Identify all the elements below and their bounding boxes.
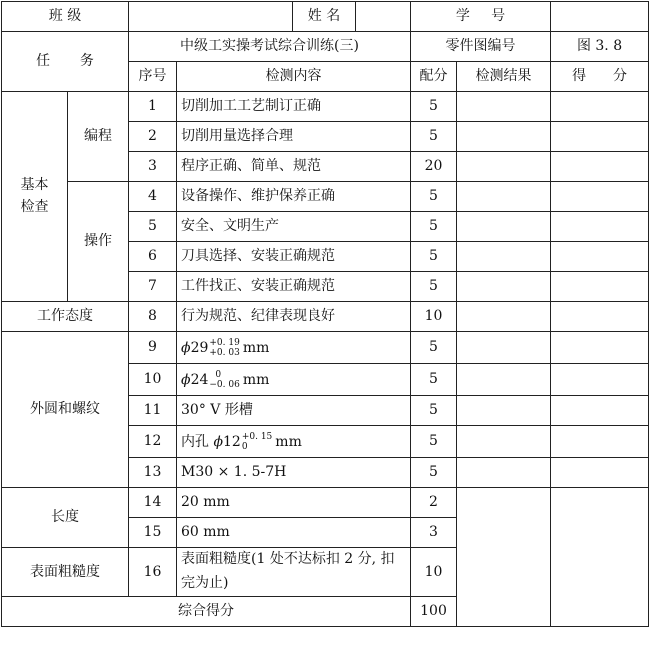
row-seq: 8 — [129, 302, 177, 332]
points-cell[interactable] — [551, 332, 649, 364]
row-score: 5 — [411, 426, 457, 458]
points-cell[interactable] — [551, 364, 649, 396]
row-score: 5 — [411, 122, 457, 152]
nominal-value: 12 — [223, 433, 241, 450]
result-cell[interactable] — [457, 426, 551, 458]
row-score: 5 — [411, 212, 457, 242]
row-content: 切削用量选择合理 — [177, 122, 411, 152]
row-score: 10 — [411, 548, 457, 597]
col-score: 配分 — [411, 62, 457, 92]
row-score: 5 — [411, 92, 457, 122]
row-score: 5 — [411, 182, 457, 212]
row-seq: 4 — [129, 182, 177, 212]
table-row — [2, 302, 649, 332]
row-seq: 2 — [129, 122, 177, 152]
inspection-sheet — [1, 1, 648, 664]
row-seq: 14 — [129, 488, 177, 518]
row-score: 20 — [411, 152, 457, 182]
row-seq: 11 — [129, 396, 177, 426]
total-score: 100 — [411, 596, 457, 626]
row-score: 2 — [411, 488, 457, 518]
row-seq: 7 — [129, 272, 177, 302]
tolerance — [209, 370, 239, 390]
col-content: 检测内容 — [177, 62, 411, 92]
row-seq: 15 — [129, 518, 177, 548]
row-seq: 10 — [129, 364, 177, 396]
diameter-symbol: ϕ — [181, 371, 191, 388]
group-roughness: 表面粗糙度 — [2, 548, 129, 597]
task-value: 中级工实操考试综合训练(三) — [129, 32, 411, 62]
group-operation: 操作 — [68, 182, 129, 302]
row-seq: 5 — [129, 212, 177, 242]
class-label: 班 级 — [2, 2, 129, 32]
lower-deviation: −0. 06 — [209, 379, 240, 390]
result-cell[interactable] — [457, 242, 551, 272]
points-cell[interactable] — [551, 458, 649, 488]
result-cell[interactable] — [457, 152, 551, 182]
tolerance — [242, 432, 272, 452]
result-cell-merged[interactable] — [457, 488, 551, 627]
upper-deviation: 0 — [215, 369, 222, 380]
group-basic-check: 基本检查 — [2, 92, 68, 302]
row-content: 切削加工工艺制订正确 — [177, 92, 411, 122]
row-score: 3 — [411, 518, 457, 548]
row-score: 10 — [411, 302, 457, 332]
points-cell[interactable] — [551, 92, 649, 122]
table-row — [2, 332, 649, 364]
class-value-cell[interactable] — [129, 2, 293, 32]
roughness-text: 表面粗糙度(1 处不达标扣 2 分, 扣完为止) — [181, 551, 395, 591]
student-id-value[interactable] — [551, 2, 649, 32]
row-seq: 12 — [129, 426, 177, 458]
group-outer-thread: 外圆和螺纹 — [2, 332, 129, 488]
nominal-value: 24 — [190, 371, 209, 388]
part-drawing-label: 零件图编号 — [411, 32, 551, 62]
task-label: 任 务 — [2, 32, 129, 92]
name-value-field[interactable] — [356, 2, 410, 31]
lower-deviation: +0. 03 — [209, 347, 240, 358]
row-seq: 9 — [129, 332, 177, 364]
result-cell[interactable] — [457, 122, 551, 152]
tolerance — [209, 338, 239, 358]
result-cell[interactable] — [457, 272, 551, 302]
col-seq: 序号 — [129, 62, 177, 92]
total-label: 综合得分 — [2, 596, 411, 626]
result-cell[interactable] — [457, 364, 551, 396]
col-points: 得 分 — [551, 62, 649, 92]
row-content: 60 mm — [177, 518, 411, 548]
scoring-table — [1, 1, 649, 627]
part-drawing-value: 图 3. 8 — [551, 32, 649, 62]
group-programming: 编程 — [68, 92, 129, 182]
row-score: 5 — [411, 332, 457, 364]
row-content: 设备操作、维护保养正确 — [177, 182, 411, 212]
row-score: 5 — [411, 458, 457, 488]
row-content — [177, 548, 411, 597]
points-cell[interactable] — [551, 272, 649, 302]
points-cell[interactable] — [551, 396, 649, 426]
table-row — [2, 182, 649, 212]
row-content: 20 mm — [177, 488, 411, 518]
row-seq: 6 — [129, 242, 177, 272]
row-content-tolerance — [177, 332, 411, 364]
table-row — [2, 92, 649, 122]
group-length: 长度 — [2, 488, 129, 548]
row-content: 工件找正、安装正确规范 — [177, 272, 411, 302]
row-score: 5 — [411, 272, 457, 302]
points-cell[interactable] — [551, 302, 649, 332]
result-cell[interactable] — [457, 212, 551, 242]
points-cell[interactable] — [551, 212, 649, 242]
result-cell[interactable] — [457, 92, 551, 122]
points-cell-merged[interactable] — [551, 488, 649, 627]
row-content: M30 × 1. 5-7H — [177, 458, 411, 488]
row-score: 5 — [411, 396, 457, 426]
diameter-symbol: ϕ — [181, 339, 191, 356]
student-id-label: 学 号 — [411, 2, 551, 32]
row-seq: 1 — [129, 92, 177, 122]
prefix: 内孔 — [181, 433, 210, 450]
row-content: 刀具选择、安装正确规范 — [177, 242, 411, 272]
points-cell[interactable] — [551, 426, 649, 458]
table-row — [2, 488, 649, 518]
result-cell[interactable] — [457, 302, 551, 332]
points-cell[interactable] — [551, 242, 649, 272]
result-cell[interactable] — [457, 332, 551, 364]
col-result: 检测结果 — [457, 62, 551, 92]
nominal-value: 29 — [190, 339, 209, 356]
group-attitude: 工作态度 — [2, 302, 129, 332]
row-content: 程序正确、简单、规范 — [177, 152, 411, 182]
row-content: 安全、文明生产 — [177, 212, 411, 242]
unit: mm — [242, 339, 270, 356]
name-label-cell — [293, 2, 411, 32]
header-row-2 — [2, 32, 649, 62]
lower-deviation: 0 — [241, 441, 248, 452]
points-cell[interactable] — [551, 122, 649, 152]
row-score: 5 — [411, 364, 457, 396]
upper-deviation: +0. 15 — [241, 431, 273, 442]
row-seq: 16 — [129, 548, 177, 597]
upper-deviation: +0. 19 — [209, 337, 240, 348]
result-cell[interactable] — [457, 458, 551, 488]
row-content-tolerance — [177, 364, 411, 396]
unit: mm — [275, 433, 302, 450]
unit: mm — [242, 371, 270, 388]
result-cell[interactable] — [457, 396, 551, 426]
row-content: 30° V 形槽 — [177, 396, 411, 426]
row-content: 行为规范、纪律表现良好 — [177, 302, 411, 332]
name-label: 姓 名 — [293, 2, 356, 31]
result-cell[interactable] — [457, 182, 551, 212]
row-seq: 3 — [129, 152, 177, 182]
row-score: 5 — [411, 242, 457, 272]
row-content-tolerance — [177, 426, 411, 458]
points-cell[interactable] — [551, 152, 649, 182]
row-seq: 13 — [129, 458, 177, 488]
points-cell[interactable] — [551, 182, 649, 212]
header-row-1 — [2, 2, 649, 32]
diameter-symbol: ϕ — [213, 433, 224, 450]
